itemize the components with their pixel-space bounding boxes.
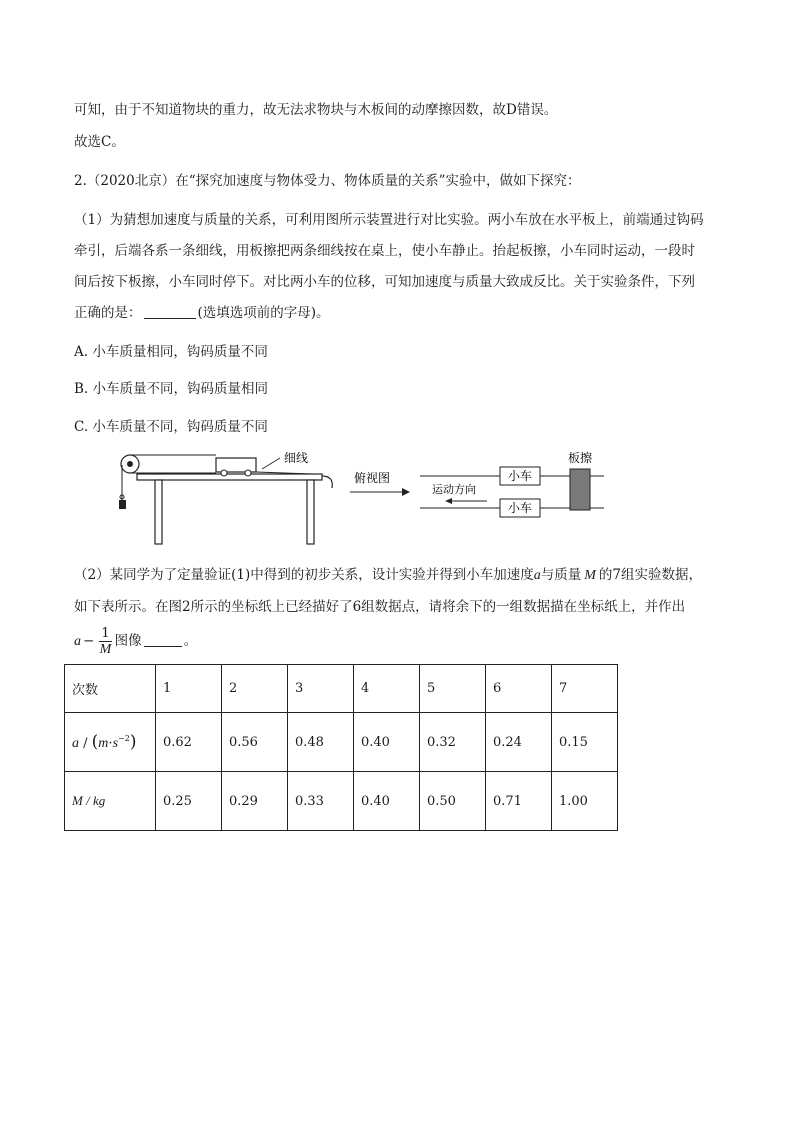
- table-cell: 5: [420, 665, 486, 713]
- option-b: B. 小车质量不同，钩码质量相同: [74, 381, 269, 397]
- question-header: 2.（2020北京）在“探究加速度与物体受力、物体质量的关系”实验中，做如下探究：: [74, 173, 581, 189]
- part1-line-3: 间后按下板擦，小车同时停下。对比两小车的位移，可知加速度与质量大致成反比。关于实验条件，下列: [74, 274, 695, 290]
- table-cell: 0.15: [552, 713, 618, 772]
- table-cell: 2: [222, 665, 288, 713]
- part1-prompt: 正确的是：: [74, 305, 142, 321]
- table-row-header: [65, 665, 618, 713]
- table-row-M: [65, 772, 618, 831]
- cart-icon: [216, 458, 256, 472]
- table-cell: 0.29: [222, 772, 288, 831]
- table-cell: 7: [552, 665, 618, 713]
- direction-label: 运动方向: [432, 483, 476, 496]
- hook-weight-icon: [119, 500, 126, 509]
- table-cell: 0.32: [420, 713, 486, 772]
- fraction-1-over-M: [99, 626, 111, 658]
- table-cell: 0.40: [354, 713, 420, 772]
- direction-arrow-icon: [445, 498, 452, 504]
- table-cell: 0.40: [354, 772, 420, 831]
- part2-text-a: （2）某同学为了定量验证(1)中得到的初步关系，设计实验并得到小车加速度: [74, 567, 534, 583]
- apparatus-figure: [112, 448, 612, 548]
- answer-blank-1[interactable]: [144, 304, 196, 319]
- label-unit-m: m: [98, 736, 109, 751]
- part1-line-4: [74, 304, 330, 322]
- cart-label-2: 小车: [508, 501, 533, 515]
- topview-arrow-icon: [402, 488, 410, 496]
- expr-a: a: [74, 634, 81, 649]
- part2-text-graph: 图像: [114, 633, 142, 649]
- table-cell: 0.56: [222, 713, 288, 772]
- option-c: C. 小车质量不同，钩码质量不同: [74, 419, 268, 435]
- table-cell: 6: [486, 665, 552, 713]
- eraser-icon: [570, 469, 590, 510]
- part2-line-3: [74, 624, 197, 659]
- table-row-M-label: M / kg: [65, 772, 156, 831]
- fraction-den: M: [99, 641, 112, 657]
- table-cell: 0.50: [420, 772, 486, 831]
- var-M: M: [584, 568, 596, 583]
- part2-line-2: 如下表所示。在图2所示的坐标纸上已经描好了6组数据点，请将余下的一组数据描在坐标纸上，并作出: [74, 599, 686, 615]
- topview-label: 俯视图: [354, 471, 391, 485]
- data-table: [64, 664, 618, 831]
- table-cell: 1: [156, 665, 222, 713]
- prev-answer-line-1: 可知，由于不知道物块的重力，故无法求物块与木板间的动摩擦因数，故D错误。: [74, 102, 558, 118]
- thread-label: 细线: [284, 451, 309, 465]
- eraser-label: 板擦: [568, 451, 593, 465]
- table-cell: 0.24: [486, 713, 552, 772]
- table-cell: 1.00: [552, 772, 618, 831]
- var-a: a: [533, 568, 541, 583]
- table-row-a-label: $a / (m\cdot s^{-2})$: [65, 713, 156, 772]
- cart-label-1: 小车: [508, 469, 533, 483]
- part2-text-c: 的7组实验数据，: [598, 567, 702, 583]
- table-cell: 0.62: [156, 713, 222, 772]
- table-cell: 0.25: [156, 772, 222, 831]
- expr-minus: −: [83, 633, 95, 649]
- table-leg-right: [307, 480, 314, 544]
- table-top: [137, 474, 322, 480]
- table-leg-left: [155, 480, 162, 544]
- label-var-a: a: [72, 736, 79, 751]
- part2-period: 。: [183, 633, 198, 649]
- option-a: A. 小车质量相同，钩码质量不同: [74, 344, 268, 360]
- prev-answer-line-2: 故选C。: [74, 134, 125, 150]
- table-cell: 0.71: [486, 772, 552, 831]
- label-unit-s: s: [112, 736, 119, 751]
- label-exp: −2: [118, 734, 130, 743]
- table-header-label: 次数: [65, 665, 156, 713]
- table-cell: 4: [354, 665, 420, 713]
- table-cell: 0.33: [288, 772, 354, 831]
- label-dot: ·: [108, 736, 113, 751]
- table-cell: 0.48: [288, 713, 354, 772]
- part2-line-1: [74, 566, 702, 585]
- label-sep: /: [79, 736, 92, 751]
- part1-hint: (选填选项前的字母)。: [197, 305, 330, 321]
- table-cell: 3: [288, 665, 354, 713]
- part1-line-2: 牵引，后端各系一条细线，用板擦把两条细线按在桌上，使小车静止。抬起板擦，小车同时运动，一段时: [74, 243, 695, 259]
- part2-text-b: 与质量: [540, 567, 582, 583]
- fraction-num: 1: [101, 625, 110, 641]
- part1-line-1: （1）为猜想加速度与质量的关系，可利用图所示装置进行对比实验。两小车放在水平板上，前端通过钩码: [74, 212, 704, 228]
- table-row-a: [65, 713, 618, 772]
- answer-blank-2[interactable]: [144, 632, 182, 647]
